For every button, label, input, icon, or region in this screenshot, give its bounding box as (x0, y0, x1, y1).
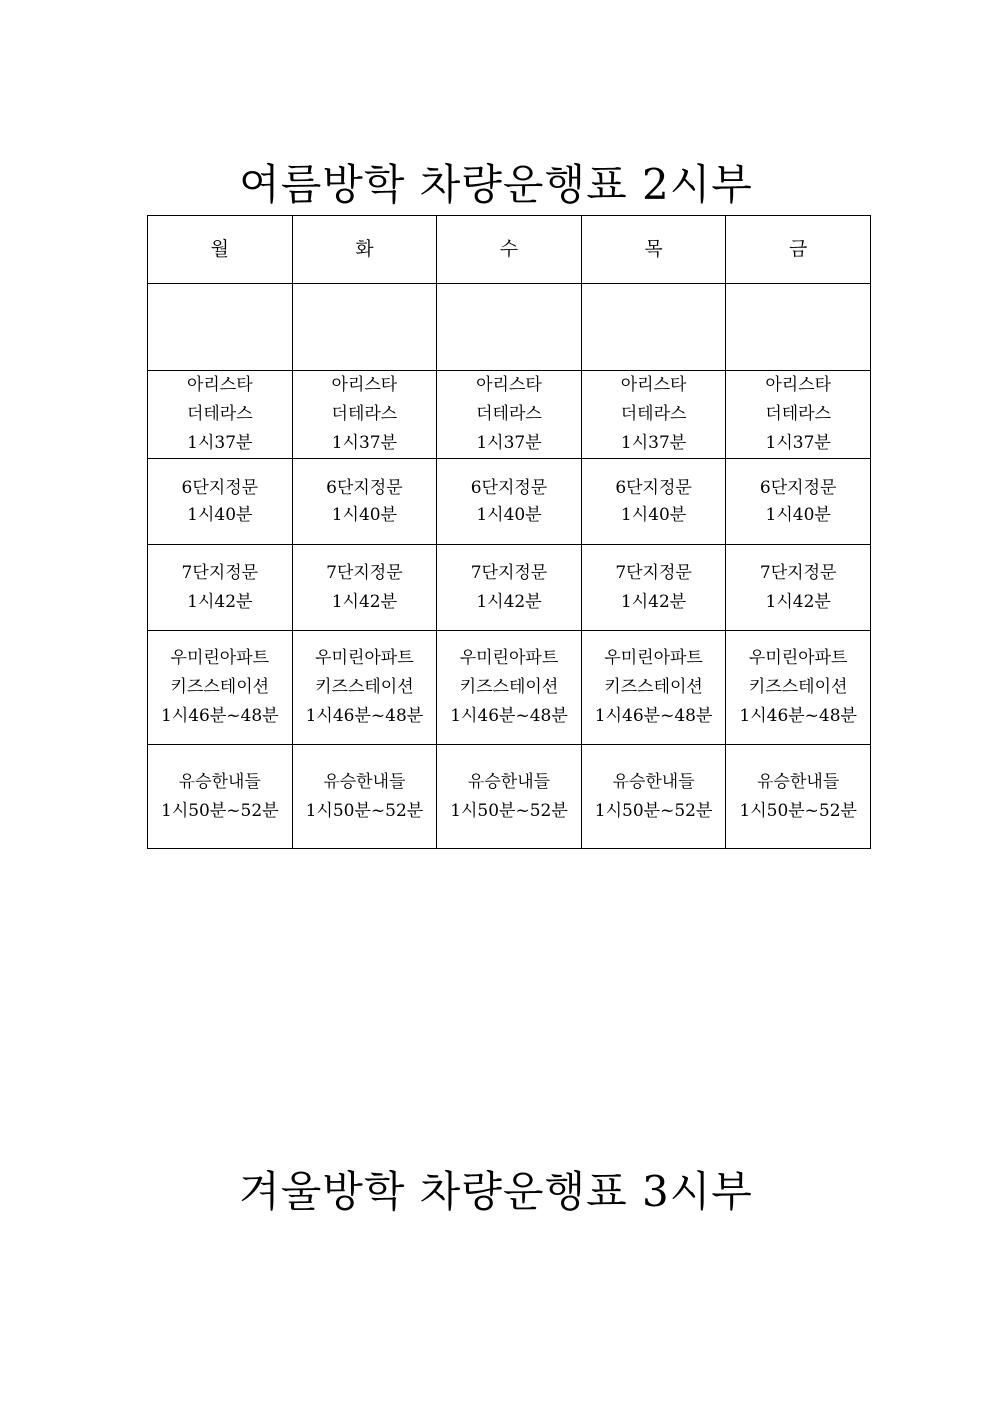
stop-cell (148, 459, 293, 545)
stop-cell (726, 459, 871, 545)
stop-time: 1시50분~52분 (450, 800, 568, 821)
winter-schedule-title: 겨울방학 차량운행표 3시부 (239, 1167, 753, 1216)
stop-time: 1시37분 (620, 433, 687, 453)
stop-row-umirin (148, 631, 871, 745)
stop-name: 6단지정문 (326, 477, 403, 498)
day-header-wed: 수 (437, 216, 582, 284)
stop-cell (292, 545, 437, 631)
stop-time: 1시40분 (765, 504, 831, 525)
stop-cell (148, 545, 293, 631)
stop-time: 1시40분 (187, 504, 253, 525)
stop-time: 1시40분 (476, 504, 542, 525)
stop-name: 더테라스 (331, 404, 398, 424)
stop-cell (581, 459, 726, 545)
stop-cell (437, 459, 582, 545)
day-header-tue: 화 (292, 216, 437, 284)
stop-time: 1시40분 (331, 504, 398, 525)
stop-row-6danji (148, 459, 871, 545)
stop-time: 1시46분~48분 (450, 706, 568, 726)
empty-cell (726, 284, 871, 371)
day-header-fri: 금 (726, 216, 871, 284)
stop-time: 1시37분 (187, 433, 253, 453)
stop-name: 유승한내들 (757, 771, 840, 792)
stop-time: 1시46분~48분 (739, 706, 857, 726)
stop-time: 1시46분~48분 (305, 706, 424, 726)
empty-row (148, 284, 871, 371)
stop-name: 키즈스테이션 (170, 677, 270, 697)
stop-name: 6단지정문 (470, 477, 548, 498)
stop-name: 키즈스테이션 (459, 677, 559, 697)
day-header-thu: 목 (581, 216, 726, 284)
stop-cell (726, 545, 871, 631)
stop-cell (726, 371, 871, 459)
stop-cell (581, 631, 726, 745)
stop-name: 우미린아파트 (459, 648, 559, 668)
stop-name: 우미린아파트 (170, 648, 270, 668)
day-header-mon: 월 (148, 216, 293, 284)
empty-cell (292, 284, 437, 371)
empty-cell (581, 284, 726, 371)
stop-cell (437, 371, 582, 459)
stop-name: 7단지정문 (181, 562, 259, 583)
stop-time: 1시42분 (187, 591, 253, 612)
stop-name: 7단지정문 (470, 562, 548, 583)
stop-time: 1시46분~48분 (161, 706, 279, 726)
stop-time: 1시50분~52분 (305, 800, 424, 821)
stop-cell (292, 459, 437, 545)
stop-time: 1시50분~52분 (594, 800, 713, 821)
stop-name: 6단지정문 (181, 477, 259, 498)
stop-cell (726, 631, 871, 745)
stop-name: 유승한내들 (467, 771, 551, 792)
header-row (148, 216, 871, 284)
stop-row-arista (148, 371, 871, 459)
stop-name: 7단지정문 (615, 562, 692, 583)
stop-name: 키즈스테이션 (315, 677, 414, 697)
stop-name: 6단지정문 (615, 477, 692, 498)
stop-name: 아리스타 (765, 375, 832, 395)
stop-cell (148, 631, 293, 745)
stop-cell (437, 631, 582, 745)
stop-name: 아리스타 (186, 375, 253, 395)
stop-time: 1시46분~48분 (594, 706, 713, 726)
summer-schedule-table (147, 215, 871, 849)
summer-schedule-title: 여름방학 차량운행표 2시부 (239, 160, 753, 209)
stop-row-7danji (148, 545, 871, 631)
stop-name: 키즈스테이션 (748, 677, 848, 697)
stop-cell (148, 745, 293, 849)
stop-time: 1시42분 (620, 591, 687, 612)
stop-name: 유승한내들 (323, 771, 406, 792)
stop-time: 1시50분~52분 (739, 800, 857, 821)
stop-name: 더테라스 (186, 404, 253, 424)
stop-name: 유승한내들 (178, 771, 261, 792)
stop-cell (437, 545, 582, 631)
stop-cell (292, 745, 437, 849)
stop-time: 1시42분 (476, 591, 542, 612)
stop-name: 아리스타 (476, 375, 542, 395)
stop-time: 1시42분 (331, 591, 398, 612)
stop-name: 더테라스 (476, 404, 542, 424)
stop-time: 1시37분 (765, 433, 831, 453)
stop-name: 7단지정문 (759, 562, 837, 583)
stop-name: 더테라스 (765, 404, 832, 424)
stop-name: 7단지정문 (326, 562, 403, 583)
stop-row-yuseung (148, 745, 871, 849)
stop-cell (581, 371, 726, 459)
stop-name: 유승한내들 (612, 771, 695, 792)
stop-name: 더테라스 (620, 404, 687, 424)
empty-cell (148, 284, 293, 371)
stop-cell (437, 745, 582, 849)
stop-name: 아리스타 (620, 375, 687, 395)
stop-cell (581, 745, 726, 849)
stop-time: 1시50분~52분 (161, 800, 279, 821)
empty-cell (437, 284, 582, 371)
stop-cell (726, 745, 871, 849)
stop-name: 아리스타 (331, 375, 398, 395)
stop-cell (148, 371, 293, 459)
stop-time: 1시37분 (476, 433, 542, 453)
stop-name: 6단지정문 (759, 477, 837, 498)
stop-time: 1시37분 (331, 433, 398, 453)
stop-cell (581, 545, 726, 631)
stop-name: 우미린아파트 (315, 648, 414, 668)
stop-name: 키즈스테이션 (604, 677, 703, 697)
stop-time: 1시42분 (765, 591, 831, 612)
stop-cell (292, 631, 437, 745)
stop-time: 1시40분 (620, 504, 687, 525)
stop-name: 우미린아파트 (604, 648, 703, 668)
stop-name: 우미린아파트 (748, 648, 848, 668)
stop-cell (292, 371, 437, 459)
